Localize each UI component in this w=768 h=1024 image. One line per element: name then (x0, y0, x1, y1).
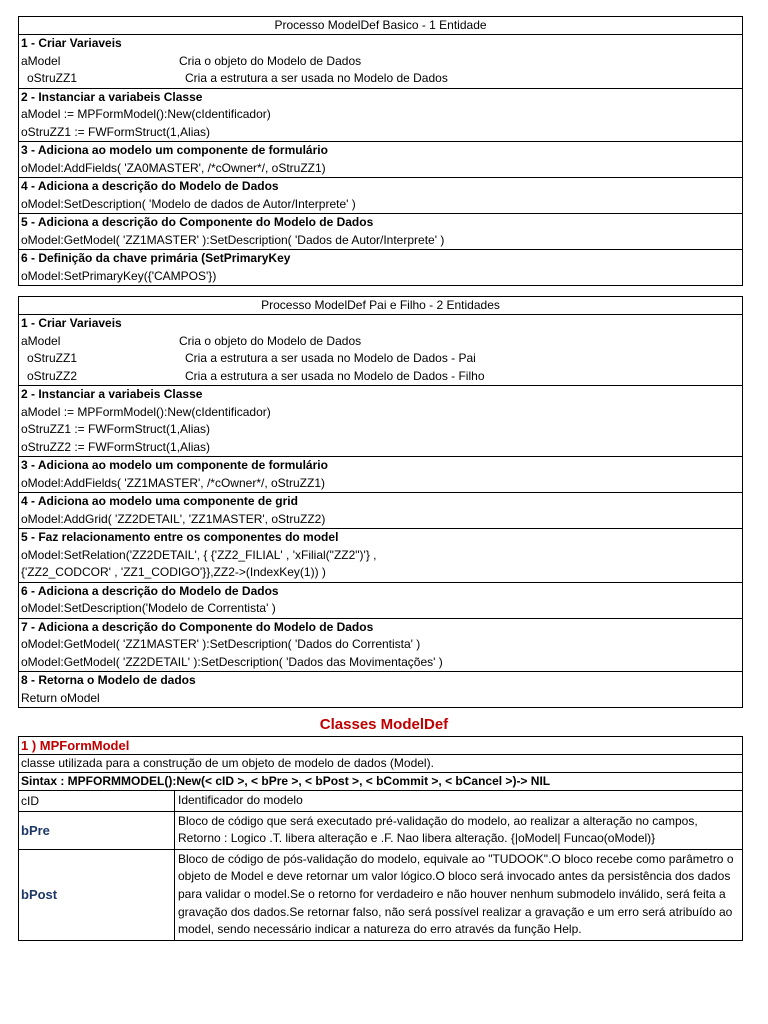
section-header: 4 - Adiciona ao modelo uma componente de grid (21, 494, 298, 508)
code-line: oModel:AddFields( 'ZA0MASTER', /*cOwner*/, oStruZZ1) (21, 160, 326, 175)
code-line: Return oModel (21, 690, 100, 705)
class-name: 1 ) MPFormModel (19, 737, 742, 755)
var-desc: Cria o objeto do Modelo de Dados (179, 53, 362, 68)
section-5 (19, 214, 742, 250)
param-desc: Bloco de código que será executado pré-validação do modelo, ao realizar a alteração no campos, Retorno : Logico .T. libera alteração e .F. Nao libera alteração. {|oModel| Funcao(oModel)} (178, 813, 698, 846)
code-line: oModel:SetDescription('Modelo de Correntista' ) (21, 601, 276, 615)
section-header: 5 - Adiciona a descrição do Componente do Modelo de Dados (21, 215, 374, 229)
section-header: 7 - Adiciona a descrição do Componente do Modelo de Dados (21, 619, 374, 634)
var-desc: Cria o objeto do Modelo de Dados (179, 333, 362, 348)
code-line: oModel:AddGrid( 'ZZ2DETAIL', 'ZZ1MASTER', oStruZZ2) (21, 511, 326, 526)
var-name: oStruZZ2 (27, 368, 78, 383)
code-line: oModel:GetModel( 'ZZ1MASTER' ):SetDescription( 'Dados do Correntista' ) (21, 637, 421, 651)
param-row (19, 850, 742, 940)
code-line: aModel := MPFormModel():New(cIdentificador) (21, 107, 271, 121)
code-line: oModel:GetModel( 'ZZ1MASTER' ):SetDescription( 'Dados de Autor/Interprete' ) (21, 232, 445, 247)
table-title: Processo ModelDef Basico - 1 Entidade (19, 17, 742, 35)
var-desc: Cria a estrutura a ser usada no Modelo de Dados - Pai (185, 351, 476, 365)
table-pai-filho (18, 296, 743, 708)
param-name: bPre (19, 812, 175, 849)
var-name: oStruZZ1 (27, 71, 78, 85)
code-line: oModel:GetModel( 'ZZ2DETAIL' ):SetDescription( 'Dados das Movimentações' ) (21, 654, 443, 669)
section-header: 4 - Adiciona a descrição do Modelo de Dados (21, 179, 279, 193)
param-name: bPost (19, 850, 175, 940)
class-table (18, 736, 743, 941)
class-description: classe utilizada para a construção de um objeto de modelo de dados (Model). (19, 755, 742, 773)
section-header: 1 - Criar Variaveis (21, 36, 122, 50)
code-line: aModel := MPFormModel():New(cIdentificador) (21, 404, 271, 419)
var-name: aModel (21, 333, 61, 348)
section-header: 8 - Retorna o Modelo de dados (21, 673, 196, 687)
code-line: oStruZZ1 := FWFormStruct(1,Alias) (21, 124, 211, 139)
code-line: oModel:SetRelation('ZZ2DETAIL', { {'ZZ2_FILIAL' , 'xFilial("ZZ2")'} , (21, 547, 377, 562)
var-name: oStruZZ1 (27, 351, 78, 365)
section-header: 6 - Adiciona a descrição do Modelo de Dados (21, 583, 279, 598)
section-3 (19, 142, 742, 178)
table-basico (18, 16, 743, 286)
section-4 (19, 178, 742, 214)
param-desc: Identificador do modelo (178, 793, 303, 807)
section-7 (19, 619, 742, 673)
section-header: 3 - Adiciona ao modelo um componente de formulário (21, 458, 328, 472)
var-row (19, 333, 742, 351)
var-desc: Cria a estrutura a ser usada no Modelo de Dados (185, 71, 448, 85)
param-row (19, 791, 742, 812)
section-8 (19, 672, 742, 707)
section-6 (19, 250, 742, 285)
section-header: 6 - Definição da chave primária (SetPrimaryKey (21, 251, 291, 265)
section-3 (19, 457, 742, 493)
var-row (19, 53, 742, 71)
section-1 (19, 315, 742, 386)
code-line: oStruZZ1 := FWFormStruct(1,Alias) (21, 422, 211, 436)
code-line: {'ZZ2_CODCOR' , 'ZZ1_CODIGO'}},ZZ2->(IndexKey(1)) ) (21, 565, 326, 579)
section-header: 5 - Faz relacionamento entre os componentes do model (21, 530, 339, 544)
section-header: 2 - Instanciar a variabeis Classe (21, 89, 203, 104)
code-line: oModel:SetDescription( 'Modelo de dados de Autor/Interprete' ) (21, 196, 356, 211)
var-row (19, 368, 742, 386)
section-header: 2 - Instanciar a variabeis Classe (21, 387, 203, 401)
table-title: Processo ModelDef Pai e Filho - 2 Entidades (19, 297, 742, 315)
code-line: oModel:SetPrimaryKey({'CAMPOS'}) (21, 268, 217, 283)
var-desc: Cria a estrutura a ser usada no Modelo de Dados - Filho (185, 368, 485, 383)
var-name: aModel (21, 53, 61, 68)
param-row (19, 812, 742, 850)
code-line: oStruZZ2 := FWFormStruct(1,Alias) (21, 439, 211, 454)
classes-title: Classes ModelDef (319, 716, 449, 733)
code-line: oModel:AddFields( 'ZZ1MASTER', /*cOwner*/, oStruZZ1) (21, 475, 326, 490)
section-header: 1 - Criar Variaveis (21, 316, 122, 330)
section-6 (19, 583, 742, 619)
var-row (19, 350, 742, 368)
section-4 (19, 493, 742, 529)
section-2 (19, 89, 742, 143)
section-5 (19, 529, 742, 583)
param-desc: Bloco de código de pós-validação do modelo, equivale ao "TUDOOK".O bloco recebe como parâmetro o objeto de Model e deve retornar um valor lógico.O bloco será invocado antes da persistência dos dados para validar o model.Se o retorno for verdadeiro e não houver nenhum submodelo inválido, será feita a gravação dos dados.Se retornar falso, não será possível realizar a gravação e um erro será atribuído ao model, sendo necessário indicar a natureza do erro através da função Help. (178, 851, 734, 937)
section-1 (19, 35, 742, 89)
param-name: cID (19, 791, 175, 811)
section-header: 3 - Adiciona ao modelo um componente de formulário (21, 143, 328, 157)
section-2 (19, 386, 742, 457)
class-syntax: Sintax : MPFORMMODEL():New(< cID >, < bPre >, < bPost >, < bCommit >, < bCancel >)-> NIL (19, 773, 742, 791)
var-row (19, 70, 742, 88)
